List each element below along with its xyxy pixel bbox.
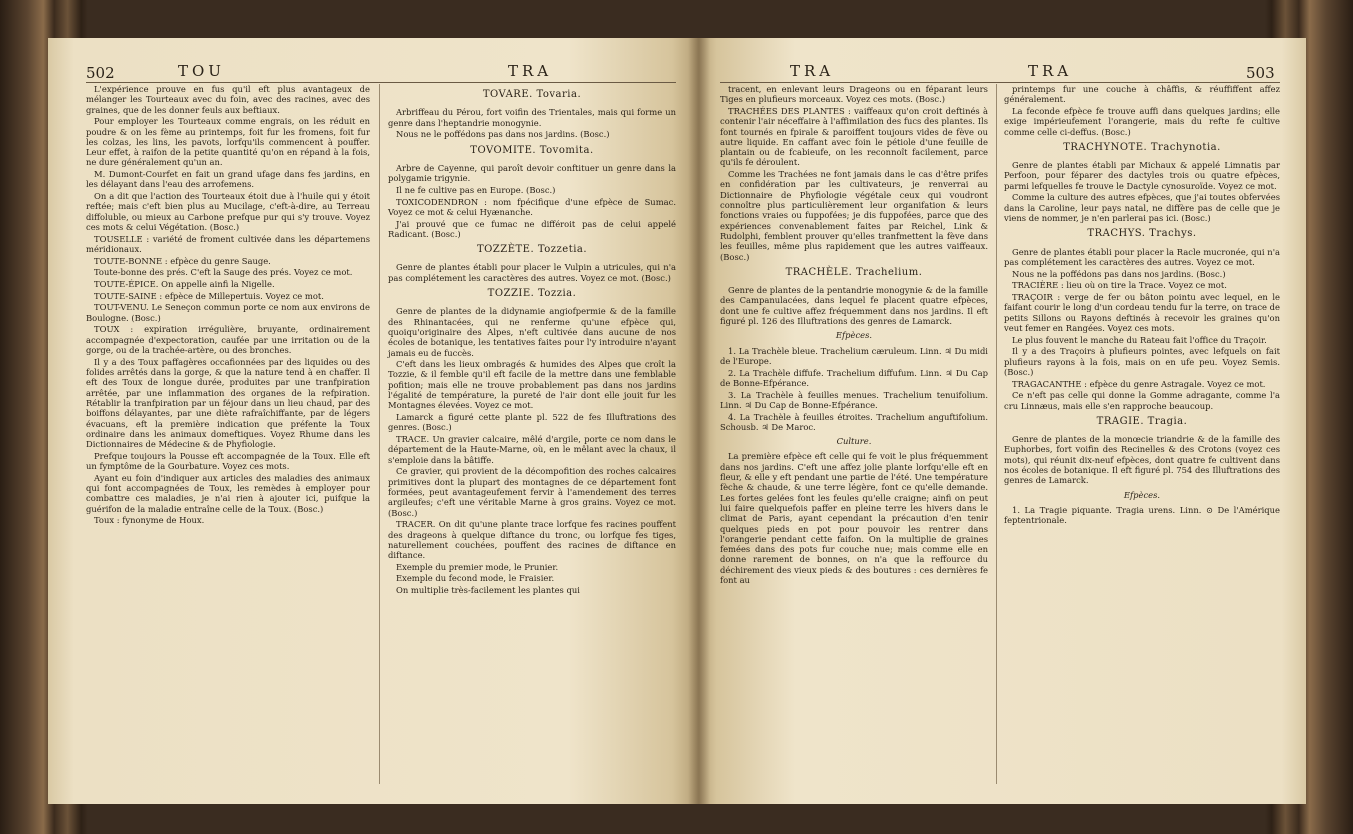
running-head: TOU — [178, 62, 225, 80]
paragraph: tracent, en enlevant leurs Drageons ou en féparant leurs Tiges en plufieurs morceaux. Voyez ces mots. (Bosc.) — [720, 84, 988, 105]
entry-heading: TRAGIE. Tragia. — [1096, 415, 1188, 427]
paragraph: Comme la culture des autres efpèces, que j'ai toutes obfervées dans la Caroline, leur pays natal, ne diffère pas de celle que je viens de nommer, je n'en parlerai pas ici. (Bosc.) — [1004, 192, 1280, 224]
paragraph: Pour employer les Tourteaux comme engrais, on les réduit en poudre & on les fème au printemps, foit fur les fromens, foit fur les colzas, les lins, les pavots, lorfqu'ils commencent à pouffer. Leur effet, à raifon de la petite quantité qu'on en répand à la fois, ne dure généralement qu'un an. — [86, 116, 370, 168]
paragraph: Lamarck a figuré cette plante pl. 522 de fes Illuftrations des genres. (Bosc.) — [388, 412, 676, 433]
header-rule — [86, 82, 676, 83]
paragraph: C'eft dans les lieux ombragés & humides des Alpes que croît la Tozzie, & il femble qu'il eft facile de la mettre dans une femblable pofition; mais elle ne trouve probablement pas dans nos jardins l'égalité de température, la pureté de l'air dont elle jouit fur les Montagnes élevées. Voyez ce mot. — [388, 359, 676, 411]
paragraph: Toux : fynonyme de Houx. — [94, 515, 205, 526]
paragraph: TOUT-VENU. Le Seneçon commun porte ce nom aux environs de Boulogne. (Bosc.) — [86, 302, 370, 323]
entry-heading: TRACHYS. Trachys. — [1087, 228, 1197, 240]
paragraph: TOUTE-BONNE : efpèce du genre Sauge. — [94, 255, 271, 266]
paragraph: 1. La Tragie piquante. Tragia urens. Linn. ⊙ De l'Amérique feptentrionale. — [1004, 504, 1280, 526]
paragraph: TRAÇOIR : verge de fer ou bâton pointu avec lequel, en le faifant courir le long d'un cordeau tendu fur la terre, on trace de petits Sillons ou Rayons deftinés à recevoir les graines qu'on veut femer en Rangées. Voyez ces mots. — [1004, 292, 1280, 333]
paragraph: Il y a des Toux paffagères occafionnées par des liquides ou des folides arrêtés dans la gorge, & que la nature tend à en chaffer. Il eft des Toux de longue durée, produites par une tranfpiration arrêtée, par une inflammation des organes de la refpiration. Rétablir la tranfpiration par un féjour dans un lieu chaud, par des boiffons délayantes, par une diète rafraîchiffante, par de légers évacuans, eft la première indication que préfente la Toux ordinaire dans les animaux domeftiques. Voyez Rhume dans les Dictionnaires de Médecine & de Phyfiologie. — [86, 356, 370, 450]
paragraph: TOUSELLE : variété de froment cultivée dans les départemens méridionaux. — [86, 233, 370, 255]
book-gutter — [688, 38, 710, 804]
paragraph: TOUTE-SAINE : efpèce de Millepertuis. Voyez ce mot. — [94, 290, 324, 301]
paragraph: Ce n'eft pas celle qui donne la Gomme adragante, comme l'a cru Linnæus, mais elle s'en rapproche beaucoup. — [1004, 390, 1280, 411]
paragraph: Nous ne la poffédons pas dans nos jardins. (Bosc.) — [1012, 268, 1226, 279]
paragraph: Genre de plantes de la didynamie angiofpermie & de la famille des Rhinantacées, qui ne renferme qu'une efpèce qui, quoiqu'originaire des Alpes, n'eft cultivée dans aucune de nos écoles de botanique, les tentatives faites pour l'y introduire n'ayant jamais eu de fuccès. — [388, 306, 676, 358]
paragraph: Genre de plantes de la pentandrie monogynie & de la famille des Campanulacées, dans lequel fe placent quatre efpèces, dont une fe cultive affez fréquemment dans nos jardins. Il eft figuré pl. 126 des Illuftrations des genres de Lamarck. — [720, 285, 988, 327]
running-head: TRA — [1028, 62, 1073, 80]
paragraph: TOUX : expiration irrégulière, bruyante, ordinairement accompagnée d'expectoration, caufée par une irritation ou de la gorge, ou de la trachée-artère, ou des bronches. — [86, 324, 370, 356]
page-number: 503 — [1246, 64, 1275, 82]
column-divider — [996, 84, 997, 784]
paragraph: Arbriffeau du Pérou, fort voifin des Trientales, mais qui forme un genre dans l'heptandrie monogynie. — [388, 107, 676, 128]
column-divider — [379, 84, 380, 784]
paragraph: 4. La Trachèle à feuilles étroites. Trachelium anguftifolium. Schousb. ♃ De Maroc. — [720, 411, 988, 432]
paragraph: Ayant eu foin d'indiquer aux articles des maladies des animaux qui font accompagnées de Toux, les remèdes à employer pour combattre ces maladies, je n'ai rien à ajouter ici, puifque la guérifon de la maladie entraîne celle de la Toux. (Bosc.) — [86, 472, 370, 514]
section-caption: Efpèces. — [835, 330, 873, 341]
paragraph: L'expérience prouve en fus qu'il eft plus avantageux de mélanger les Tourteaux avec du foin, avec des racines, avec des graines, que de les donner feuls aux beftiaux. — [86, 84, 370, 115]
entry-heading: TOVOMITE. Tovomita. — [470, 144, 594, 156]
paragraph: TOXICODENDRON : nom fpécifique d'une efpèce de Sumac. Voyez ce mot & celui Hyænanche. — [388, 196, 676, 217]
text-column — [720, 84, 988, 587]
header-rule — [720, 82, 1280, 83]
paragraph: Exemple du premier mode, le Prunier. — [396, 561, 559, 572]
text-column — [86, 84, 370, 527]
page-number: 502 — [86, 64, 115, 82]
paragraph: Genre de plantes de la monœcie triandrie & de la famille des Euphorbes, fort voifin des Recinelles & des Crotons (voyez ces mots), qui réunit dix-neuf efpèces, dont quatre fe cultivent dans nos écoles de botanique. Il eft figuré pl. 754 des Illuftrations des genres de Lamarck. — [1004, 434, 1280, 486]
text-column — [388, 84, 676, 597]
paragraph: TRACHÉES DES PLANTES : vaiffeaux qu'on croit deftinés à contenir l'air néceffaire à l'affimilation des fucs des plantes. Ils font tournés en fpirale & paroiffent toujours vides de fève ou autre liquide. En caffant avec foin le pétiole d'une feuille de plantain ou de fcabieufe, on les reconnoît facilement, parce qu'ils fe déroulent. — [720, 105, 988, 168]
paragraph: Toute-bonne des prés. C'eft la Sauge des prés. Voyez ce mot. — [94, 267, 353, 278]
entry-heading: TOVARE. Tovaria. — [482, 89, 582, 100]
paragraph: TOUTE-ÉPICE. On appelle ainfi la Nigelle. — [94, 279, 275, 290]
entry-heading: TRACHYNOTE. Trachynotia. — [1063, 141, 1221, 153]
paragraph: Le plus fouvent le manche du Rateau fait l'office du Traçoir. — [1012, 334, 1267, 345]
paragraph: Il y a des Traçoirs à plufieurs pointes, avec lefquels on fait plufieurs rayons à la fois, mais on en ufe peu. Voyez Semis. (Bosc.) — [1004, 346, 1280, 377]
paragraph: Prefque toujours la Pousse eft accompagnée de la Toux. Elle eft un fymptôme de la Gourbature. Voyez ces mots. — [86, 450, 370, 472]
entry-heading: TRACHÈLE. Trachelium. — [785, 266, 923, 278]
paragraph: M. Dumont-Courfet en fait un grand ufage dans fes jardins, en les délayant dans l'eau des arrofemens. — [86, 169, 370, 190]
paragraph: printemps fur une couche à châffis, & réuffiffent affez généralement. — [1004, 84, 1280, 105]
paragraph: J'ai prouvé que ce fumac ne différoit pas de celui appelé Radicant. (Bosc.) — [388, 218, 676, 239]
paragraph: La feconde efpèce fe trouve auffi dans quelques jardins; elle exige impérieufement l'orangerie, mais du refte fe cultive comme celle ci-deffus. (Bosc.) — [1004, 105, 1280, 137]
paragraph: TRAGACANTHE : efpèce du genre Astragale. Voyez ce mot. — [1012, 378, 1266, 389]
paragraph: Genre de plantes établi pour placer le Vulpin a utricules, qui n'a pas complétement les caractères des autres. Voyez ce mot. (Bosc.) — [388, 262, 676, 283]
paragraph: Nous ne le poffédons pas dans nos jardins. (Bosc.) — [396, 129, 610, 140]
section-caption: Efpèces. — [1123, 489, 1161, 500]
paragraph: Genre de plantes établi par Michaux & appelé Limnatis par Perfoon, pour féparer des dactyles trois ou quatre efpèces, parmi lefquelles fe trouve le Dactyle cynosuroïde. Voyez ce mot. — [1004, 160, 1280, 191]
entry-heading: TOZZÈTE. Tozzetia. — [476, 244, 588, 256]
paragraph: 2. La Trachèle diffufe. Trachelium diffufum. Linn. ♃ Du Cap de Bonne-Efpérance. — [720, 367, 988, 388]
paragraph: On a dit que l'action des Tourteaux étoit due à l'huile qui y étoit reftée; mais c'eft bien plus au Mucilage, c'eft-à-dire, au Terreau diffoluble, ou mieux au Carbone prefque pur qui s'y trouve. Voyez ces mots & celui Végétation. (Bosc.) — [86, 191, 370, 233]
paragraph: On multiplie très-facilement les plantes qui — [396, 585, 580, 596]
paragraph: Il ne fe cultive pas en Europe. (Bosc.) — [396, 184, 556, 195]
paragraph: Exemple du fecond mode, le Fraisier. — [396, 573, 555, 584]
section-caption: Culture. — [836, 436, 872, 447]
right-page — [698, 38, 1306, 804]
paragraph: Arbre de Cayenne, qui paroît devoir conftituer un genre dans la polygamie trigynie. — [388, 162, 676, 184]
paragraph: Ce gravier, qui provient de la décompofition des roches calcaires primitives dont la plupart des montagnes de ce département font formées, peut avantageufement fervir à l'amendement des terres argileufes; c'eft une véritable Marne à gros grains. Voyez ce mot. (Bosc.) — [388, 466, 676, 518]
entry-heading: TOZZIE. Tozzia. — [487, 288, 577, 300]
paragraph: TRACER. On dit qu'une plante trace lorfque fes racines pouffent des drageons à quelque diftance du tronc, ou lorfque fes tiges, naturellement couchées, pouffent des racines de diftance en diftance. — [388, 519, 676, 561]
text-column — [1004, 84, 1280, 527]
running-head: TRA — [790, 62, 835, 80]
paragraph: Genre de plantes établi pour placer la Racle mucronée, qui n'a pas complétement les caractères des autres. Voyez ce mot. — [1004, 246, 1280, 267]
paragraph: La première efpèce eft celle qui fe voit le plus fréquemment dans nos jardins. C'eft une affez jolie plante lorfqu'elle eft en fleur, & elle y eft pendant une partie de l'été. Une température fèche & chaude, & une terre légère, font ce qu'elle demande. Les fortes gelées font les feules qu'elle craigne; ainfi on peut lui faire quelquefois paffer en pleine terre les hivers dans le climat de Paris, ayant cependant la précaution d'en tenir quelques pieds en pot pour pouvoir les rentrer dans l'orangerie pendant cette faifon. On la multiplie de graines femées dans des pots fur couche nue; mais comme elle en donne rarement de bonnes, on n'a que la reffource du déchirement des vieux pieds & des boutures : ces dernières fe font au — [720, 451, 988, 586]
paragraph: Comme les Trachées ne font jamais dans le cas d'être prifes en confidération par les cultivateurs, je renverrai au Dictionnaire de Phyfiologie végétale ceux qui voudront connoître plus particulièrement leur organifation & leurs fonctions vraies ou fuppofées; je dis fuppofées, parce que des expériences convenablement faites par Reichel, Link & Rudolphi, femblent prouver qu'elles tranfmettent la fève dans les feuilles, même plus rapidement que les autres vaiffeaux. (Bosc.) — [720, 169, 988, 262]
paragraph: 3. La Trachèle à feuilles menues. Trachelium tenuifolium. Linn. ♃ Du Cap de Bonne-Efpérance. — [720, 389, 988, 410]
left-page — [48, 38, 698, 804]
paragraph: TRACE. Un gravier calcaire, mêlé d'argile, porte ce nom dans le département de la Haute-Marne, où, en le mêlant avec la chaux, il s'emploie dans la bâtiffe. — [388, 434, 676, 465]
running-head: TRA — [508, 62, 553, 80]
paragraph: 1. La Trachèle bleue. Trachelium cæruleum. Linn. ♃ Du midi de l'Europe. — [720, 345, 988, 366]
paragraph: TRACIÈRE : lieu où on tire la Trace. Voyez ce mot. — [1012, 280, 1227, 291]
